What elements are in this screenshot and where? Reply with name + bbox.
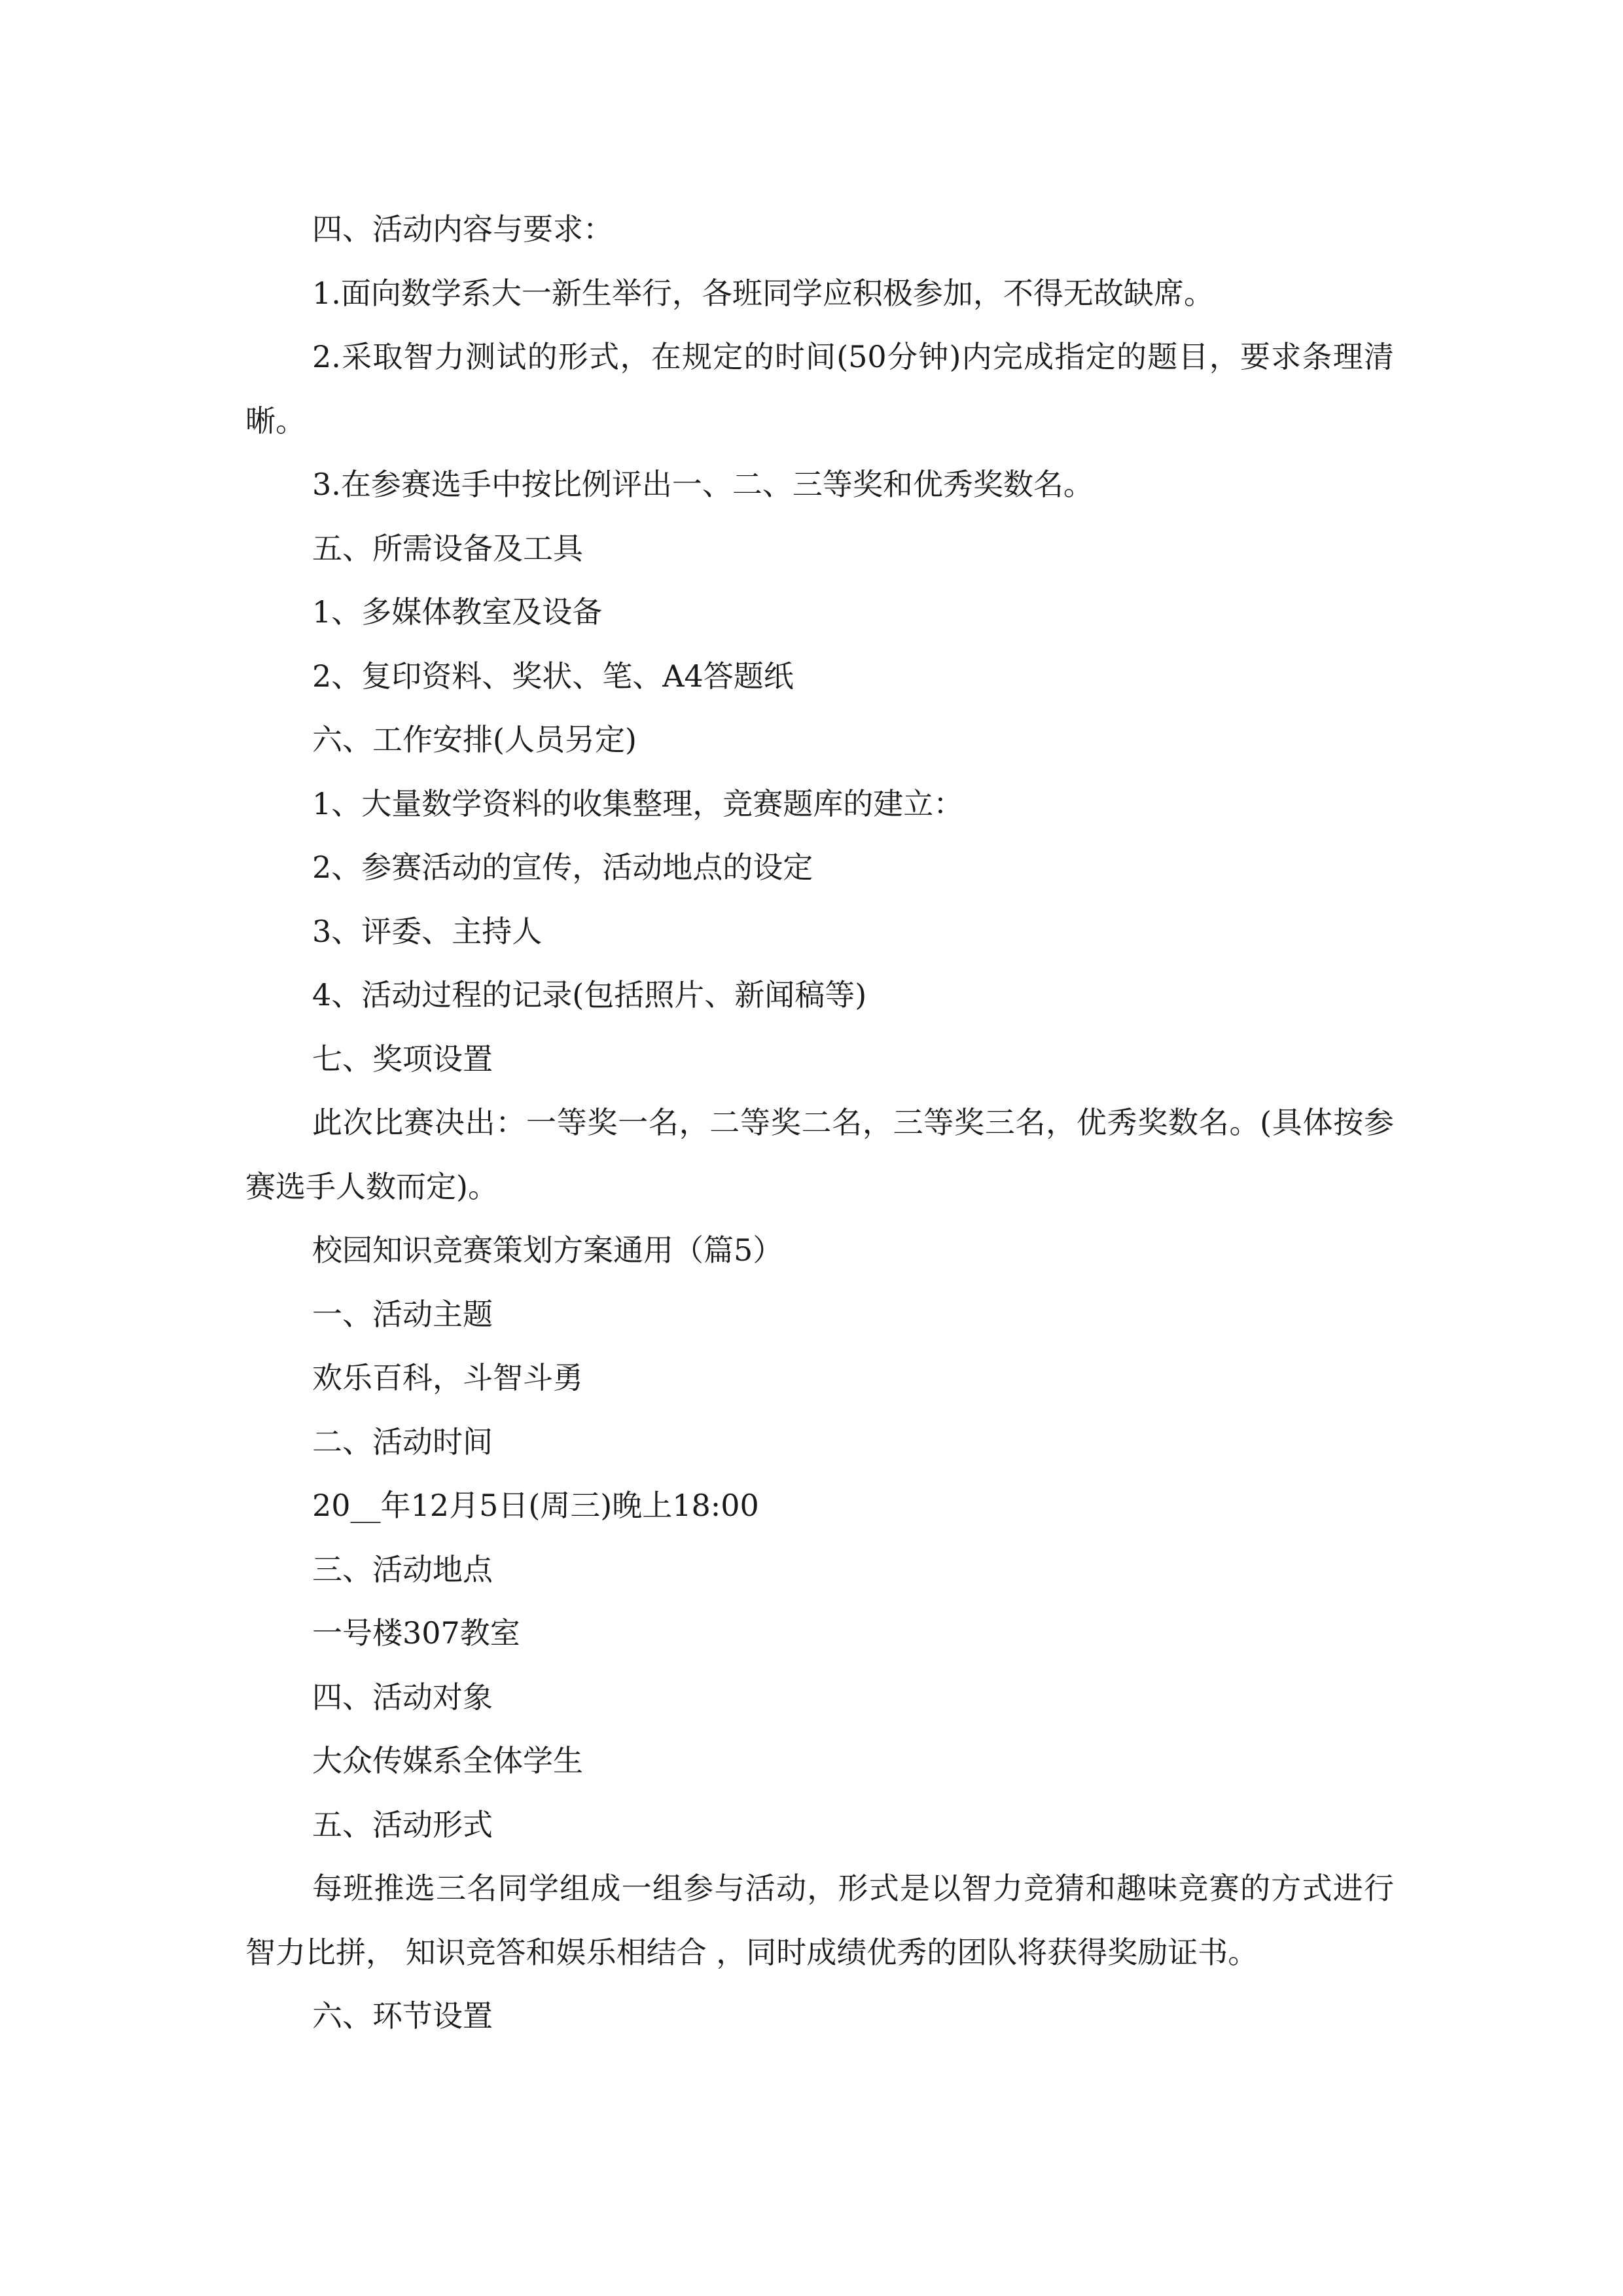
- section-heading: 六、环节设置: [312, 1998, 493, 2034]
- paragraph: 3、评委、主持人: [312, 913, 543, 949]
- section-heading: 七、奖项设置: [312, 1041, 493, 1077]
- paragraph: 此次比赛决出：一等奖一名，二等奖二名，三等奖三名，优秀奖数名。(具体按参赛选手人数而定)。: [245, 1105, 1394, 1204]
- section-heading: 四、活动对象: [312, 1679, 493, 1715]
- paragraph: 4、活动过程的记录(包括照片、新闻稿等): [312, 977, 867, 1013]
- section-heading: 一、活动主题: [312, 1296, 493, 1332]
- section-heading: 五、所需设备及工具: [312, 530, 583, 566]
- article-title: 校园知识竞赛策划方案通用（篇5）: [312, 1232, 783, 1268]
- paragraph: 3.在参赛选手中按比例评出一、二、三等奖和优秀奖数名。: [312, 467, 1094, 502]
- paragraph: 1、大量数学资料的收集整理，竞赛题库的建立：: [312, 785, 964, 821]
- paragraph: 每班推选三名同学组成一组参与活动，形式是以智力竞猜和趣味竞赛的方式进行智力比拼， 知识竞答和娱乐相结合 ，同时成绩优秀的团队将获得奖励证书。: [245, 1871, 1394, 1970]
- document-body: [245, 198, 1394, 2049]
- section-heading: 二、活动时间: [312, 1424, 493, 1460]
- paragraph: 20__年12月5日(周三)晚上18:00: [312, 1488, 759, 1523]
- section-heading: 五、活动形式: [312, 1806, 493, 1842]
- section-heading: 三、活动地点: [312, 1551, 493, 1587]
- paragraph: 欢乐百科，斗智斗勇: [312, 1360, 583, 1395]
- paragraph: 1、多媒体教室及设备: [312, 594, 603, 630]
- paragraph: 2、参赛活动的宣传，活动地点的设定: [312, 850, 813, 885]
- section-heading: 四、活动内容与要求：: [312, 211, 613, 247]
- section-heading: 六、工作安排(人员另定): [312, 722, 637, 757]
- paragraph: 1.面向数学系大一新生举行，各班同学应积极参加，不得无故缺席。: [312, 275, 1214, 311]
- paragraph: 大众传媒系全体学生: [312, 1743, 583, 1778]
- paragraph: 2.采取智力测试的形式，在规定的时间(50分钟)内完成指定的题目，要求条理清晰。: [245, 339, 1394, 439]
- paragraph: 2、复印资料、奖状、笔、A4答题纸: [312, 658, 794, 694]
- paragraph: 一号楼307教室: [312, 1615, 520, 1651]
